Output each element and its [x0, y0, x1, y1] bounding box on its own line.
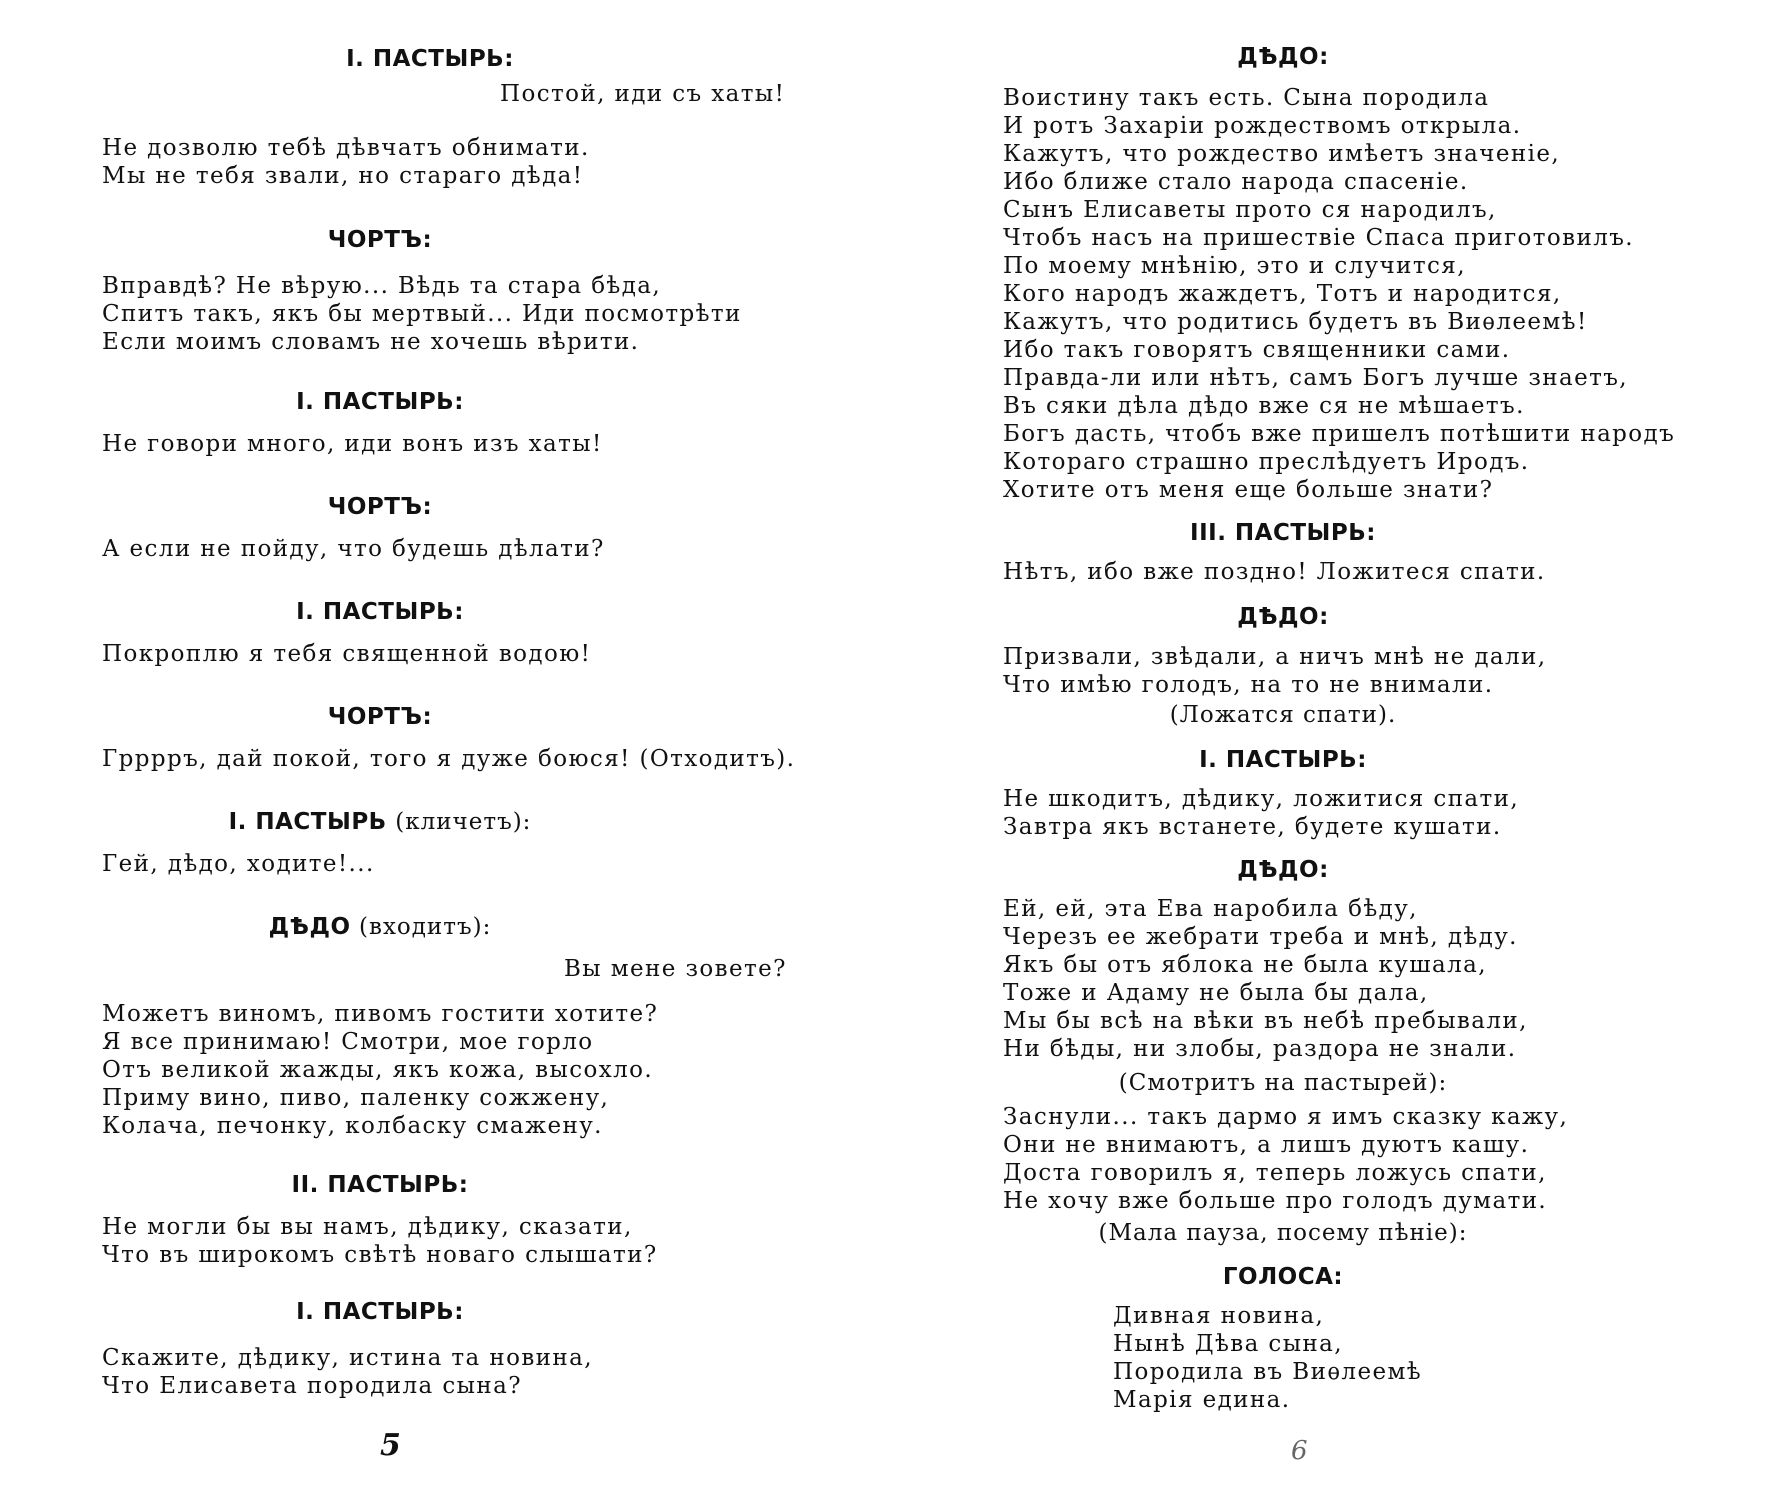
speaker-heading: I. ПАСТЫРЬ: — [296, 389, 464, 415]
speaker-heading: ДѢДО: — [1237, 857, 1329, 883]
verse-block: Покроплю я тебя священной водою! — [102, 641, 592, 667]
verse-block: Грррръ, дай покой, того я дуже боюся! (Отходитъ). — [102, 746, 796, 772]
verse-block: Вправдѣ? Не вѣрую... Вѣдь та стара бѣда, Спитъ такъ, якъ бы мертвый... Иди посмотрѣти Если моимъ словамъ не хочешь вѣрити. — [102, 273, 742, 355]
speaker-heading: ЧОРТЪ: — [327, 227, 433, 253]
verse-block: Нѣтъ, ибо вже поздно! Ложитеся спати. — [1003, 559, 1546, 585]
verse-block: Можетъ виномъ, пивомъ гостити хотите? Я все принимаю! Смотри, мое горло Отъ великой жажды, якъ кожа, высохло. Приму вино, пиво, паленку сожжену, Колача, печонку, колбаску смажену. — [102, 1001, 659, 1139]
page-number: 6 — [1291, 1436, 1308, 1466]
speaker-heading: I. ПАСТЫРЬ (кличетъ): — [228, 809, 532, 835]
verse-block: Призвали, звѣдали, а ничъ мнѣ не дали, Что имѣю голодъ, на то не внимали. — [1003, 644, 1547, 698]
verse-line-right: Вы мене зовете? — [564, 956, 787, 982]
right-page — [883, 0, 1766, 1500]
page-number: 5 — [380, 1428, 401, 1463]
stage-direction: (Смотритъ на пастырей): — [1118, 1070, 1448, 1096]
verse-block: Заснули... такъ дармо я имъ сказку кажу, Они не внимаютъ, а лишъ дуютъ кашу. Доста говорилъ я, теперь ложусь спати, Не хочу вже больше про голодъ думати. — [1003, 1104, 1569, 1214]
speaker-heading: I. ПАСТЫРЬ: — [296, 599, 464, 625]
speaker-heading: ЧОРТЪ: — [327, 494, 433, 520]
verse-block: Не могли бы вы намъ, дѣдику, сказати, Что въ широкомъ свѣтѣ новаго слышати? — [102, 1214, 658, 1268]
speaker-heading: I. ПАСТЫРЬ: — [296, 1299, 464, 1325]
verse-block: Дивная новина, Нынѣ Дѣва сына, Породила въ Виѳлеемѣ Марія едина. — [1113, 1303, 1423, 1413]
verse-block: Не дозволю тебѣ дѣвчатъ обнимати. Мы не тебя звали, но стараго дѣда! — [102, 135, 590, 189]
speaker-heading: III. ПАСТЫРЬ: — [1190, 520, 1376, 546]
stage-direction: (Ложатся спати). — [1169, 702, 1397, 728]
speaker-heading: ЧОРТЪ: — [327, 704, 433, 730]
verse-block: Ей, ей, эта Ева наробила бѣду, Черезъ ее жебрати треба и мнѣ, дѣду. Якъ бы отъ яблока не была кушала, Тоже и Адаму не была бы дала, Мы бы всѣ на вѣки въ небѣ пребывали, Ни бѣды, ни злобы, раздора не знали. — [1003, 896, 1528, 1062]
speaker-heading: ГОЛОСА: — [1222, 1264, 1344, 1290]
verse-line-right: Постой, иди съ хаты! — [500, 81, 786, 107]
speaker-heading: I. ПАСТЫРЬ: — [346, 46, 514, 72]
verse-block: Не говори много, иди вонъ изъ хаты! — [102, 431, 603, 457]
speaker-heading: ДѢДО: — [1237, 604, 1329, 630]
stage-direction: (Мала пауза, посему пѣніе): — [1098, 1220, 1468, 1246]
verse-block: Гей, дѣдо, ходите!... — [102, 851, 375, 877]
speaker-heading: ДѢДО: — [1237, 44, 1329, 70]
verse-block: Не шкодитъ, дѣдику, ложитися спати, Завтра якъ встанете, будете кушати. — [1003, 786, 1520, 840]
speaker-heading: ДѢДО (входитъ): — [268, 914, 492, 940]
verse-block: Скажите, дѣдику, истина та новина, Что Елисавета породила сына? — [102, 1345, 593, 1399]
verse-block: А если не пойду, что будешь дѣлати? — [102, 536, 605, 562]
speaker-heading: I. ПАСТЫРЬ: — [1199, 747, 1367, 773]
verse-block: Воистину такъ есть. Сына породила И ротъ Захаріи рождествомъ открыла. Кажутъ, что рождество имѣетъ значеніе, Ибо ближе стало народа спасеніе. Сынъ Елисаветы прото ся народилъ, Чтобъ насъ на пришествіе Спаса приготовилъ. По моему мнѣнію, это и случится, Кого народъ жаждетъ, Тотъ и народится, Кажутъ, что родитись будетъ въ Виѳлеемѣ! Ибо такъ говорятъ священники сами. Правда-ли или нѣтъ, самъ Богъ лучше знаетъ, Въ сяки дѣла дѣдо вже ся не мѣшаетъ. Богъ дасть, чтобъ вже пришелъ потѣшити народъ Котораго страшно преслѣдуетъ Иродъ. Хотите отъ меня еще больше знати? — [1003, 85, 1676, 503]
speaker-heading: II. ПАСТЫРЬ: — [291, 1172, 469, 1198]
